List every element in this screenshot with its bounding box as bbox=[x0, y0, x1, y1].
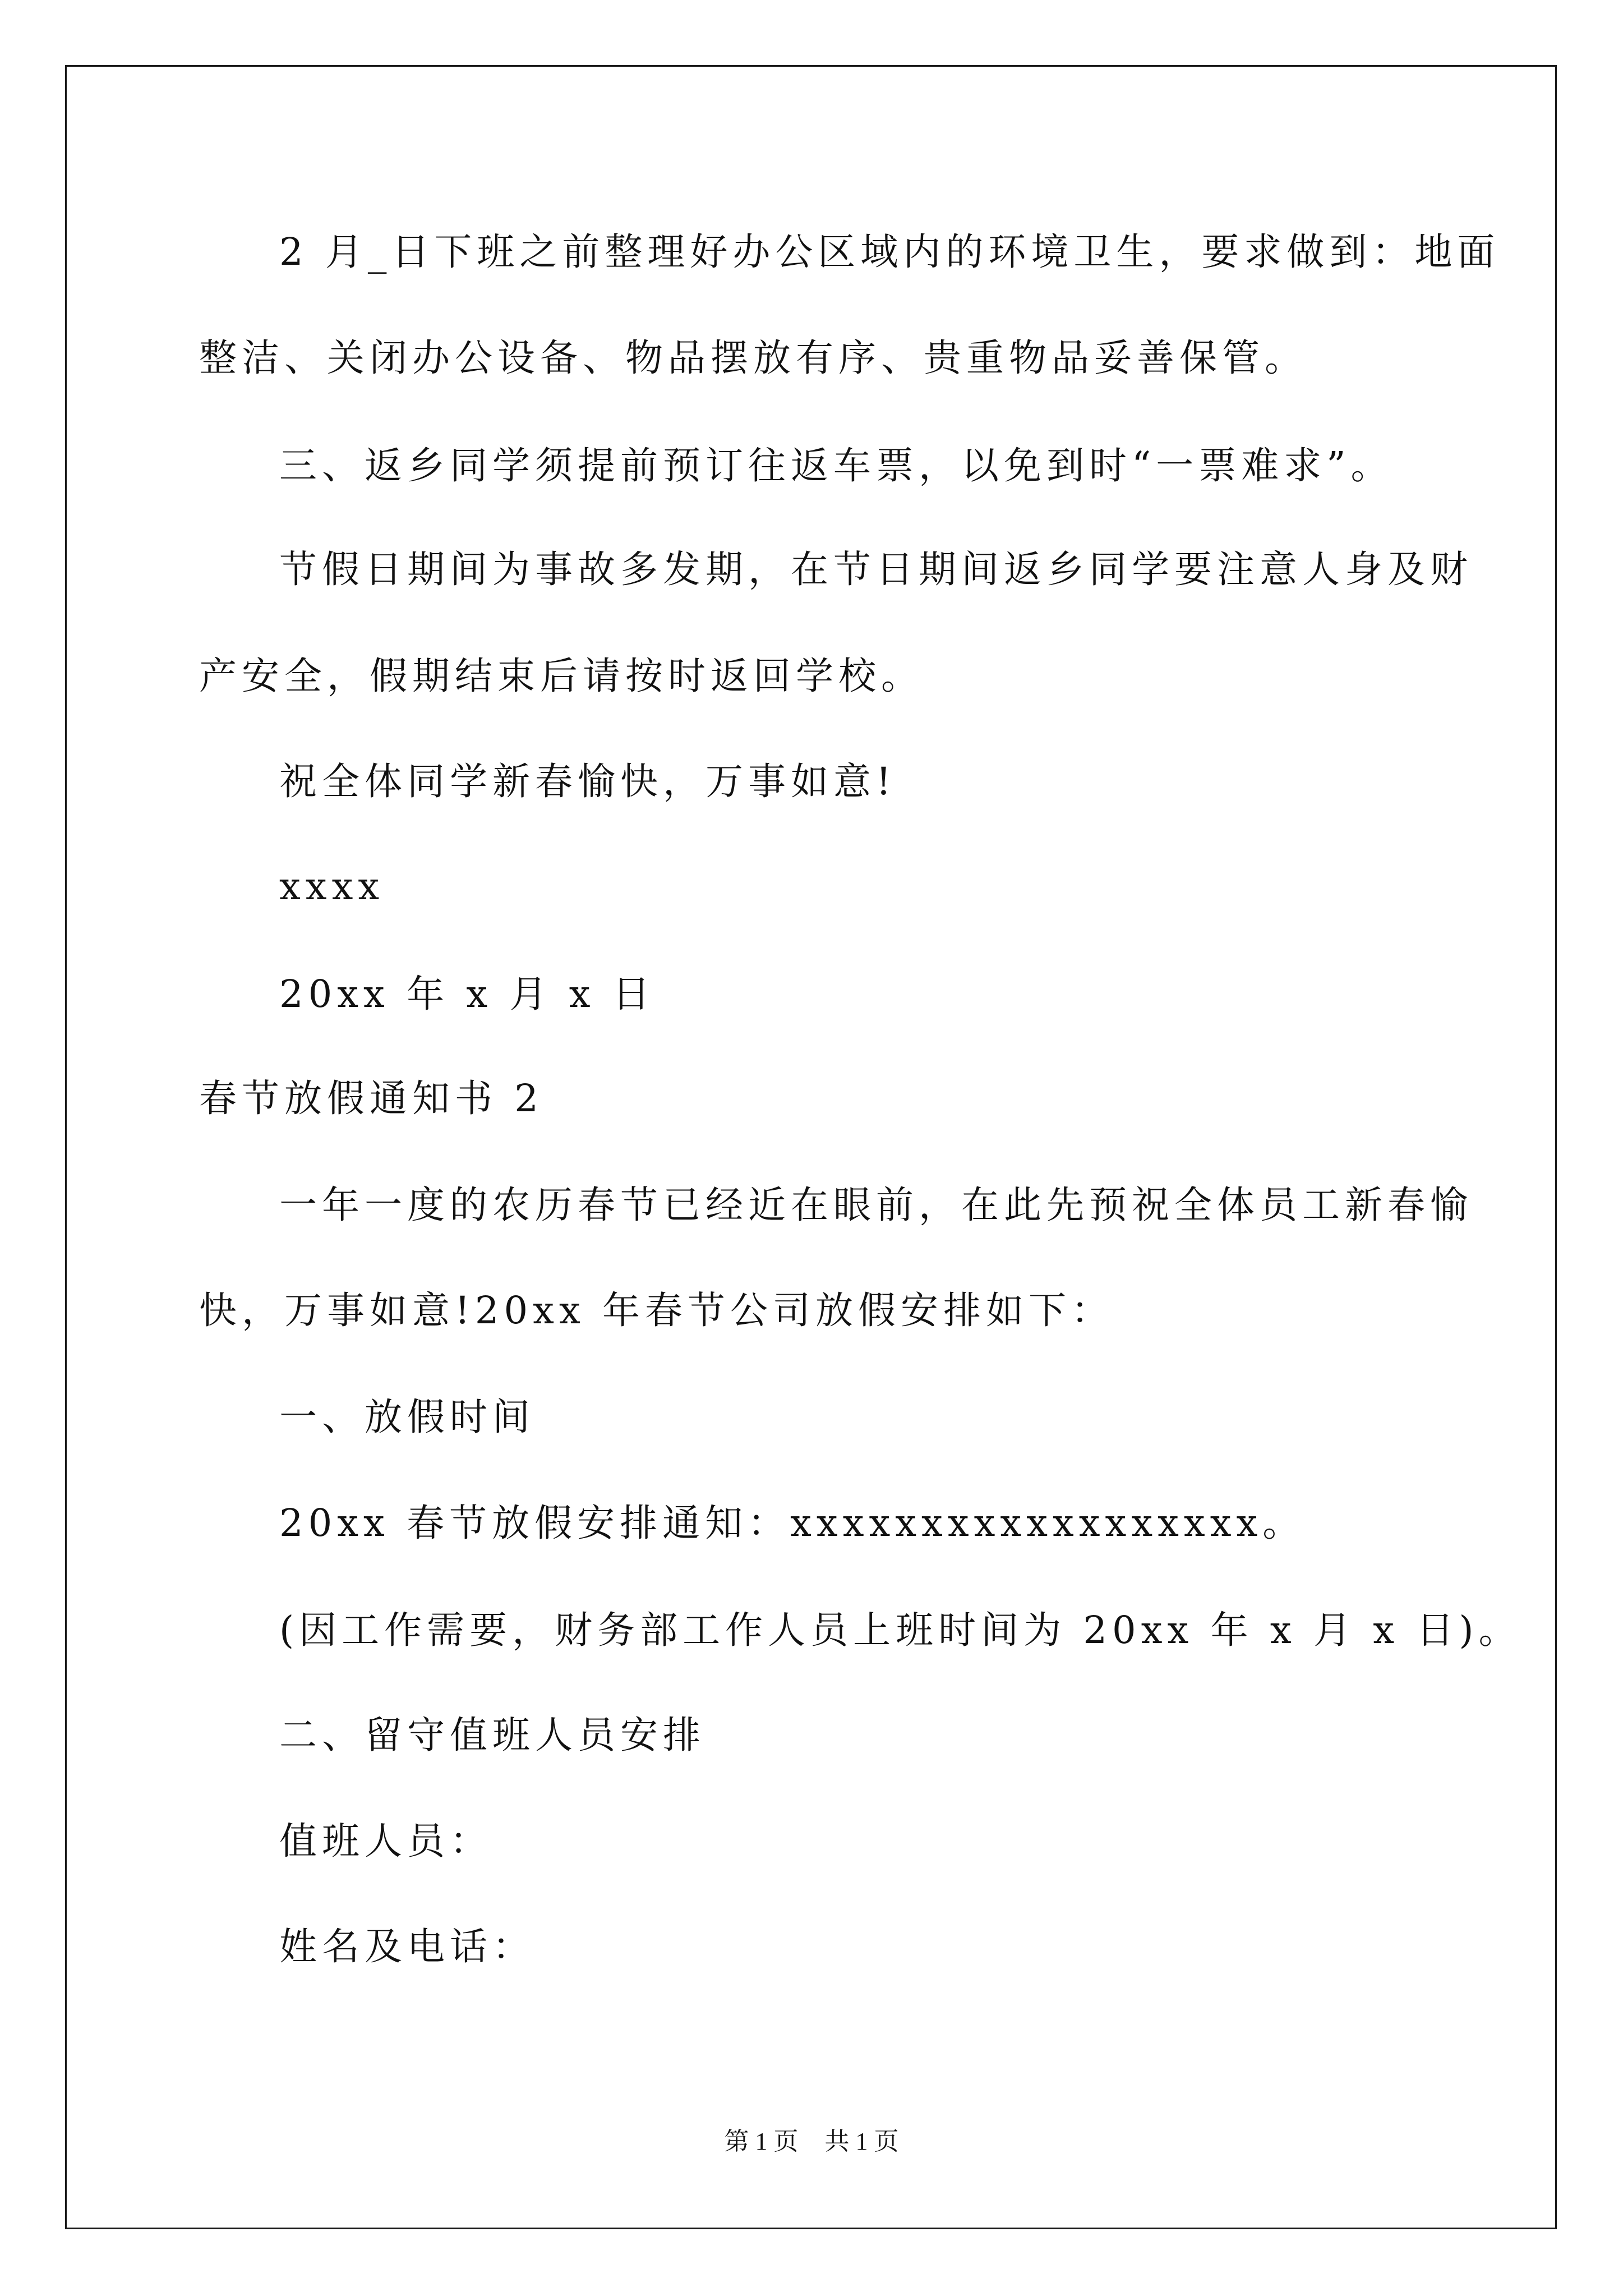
paragraph-line: 快，万事如意!20xx 年春节公司放假安排如下： bbox=[199, 1289, 1114, 1332]
page-total: 共 1 页 bbox=[824, 2128, 899, 2155]
paragraph-line: 20xx 春节放假安排通知：xxxxxxxxxxxxxxxxxx。 bbox=[279, 1501, 1306, 1545]
date-line: 20xx 年 x 月 x 日 bbox=[279, 972, 655, 1016]
heading-line: 二、留守值班人员安排 bbox=[279, 1713, 706, 1757]
paragraph-line: (因工作需要，财务部工作人员上班时间为 20xx 年 x 月 x 日)。 bbox=[279, 1608, 1521, 1652]
paragraph-line: 产安全，假期结束后请按时返回学校。 bbox=[199, 654, 924, 698]
page-number: 第 1 页 bbox=[724, 2128, 799, 2155]
paragraph-line: 姓名及电话： bbox=[279, 1925, 535, 1968]
paragraph-line: 整洁、关闭办公设备、物品摆放有序、贵重物品妥善保管。 bbox=[199, 336, 1307, 380]
page-footer bbox=[0, 2126, 1623, 2157]
paragraph-line: 值班人员： bbox=[279, 1819, 492, 1863]
paragraph-line: 2 月_日下班之前整理好办公区域内的环境卫生，要求做到：地面 bbox=[279, 230, 1500, 274]
section-title: 春节放假通知书 2 bbox=[199, 1076, 543, 1120]
paragraph-line: 三、返乡同学须提前预订往返车票，以免到时“一票难求”。 bbox=[279, 444, 1394, 487]
signature-line: xxxx bbox=[279, 864, 385, 908]
paragraph-line: 节假日期间为事故多发期，在节日期间返乡同学要注意人身及财 bbox=[279, 547, 1473, 591]
page-border bbox=[65, 65, 1557, 2229]
paragraph-line: 祝全体同学新春愉快，万事如意! bbox=[279, 760, 896, 803]
paragraph-line: 一年一度的农历春节已经近在眼前，在此先预祝全体员工新春愉 bbox=[279, 1183, 1473, 1227]
heading-line: 一、放假时间 bbox=[279, 1395, 535, 1439]
